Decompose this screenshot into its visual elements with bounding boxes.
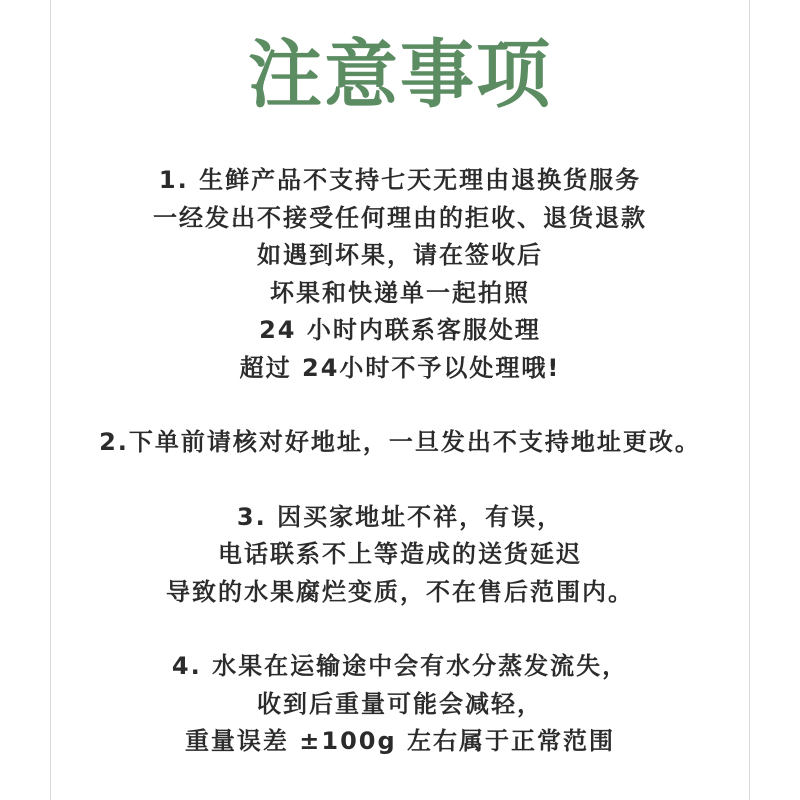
note-line: 收到后重量可能会减轻，	[257, 689, 543, 718]
note-line: 24 小时内联系客服处理	[259, 316, 541, 344]
note-line: 如遇到坏果，请在签收后	[257, 241, 543, 269]
note-line: 导致的水果腐烂变质，不在售后范围内。	[166, 577, 634, 606]
note-line: 4. 水果在运输途中会有水分蒸发流失，	[171, 652, 629, 680]
note-line: 超过 24小时不予以处理哦!	[239, 353, 561, 382]
section-spacer	[0, 387, 800, 424]
note-line: 2.下单前请核对好地址，一旦发出不支持地址更改。	[99, 428, 701, 456]
section-spacer	[0, 462, 800, 499]
note-line: 电话联系不上等造成的送货延迟	[218, 540, 582, 568]
note-section-4	[0, 648, 800, 761]
note-line: 重量误差 ±100g 左右属于正常范围	[184, 727, 616, 755]
page-title: 注意事项	[248, 32, 552, 118]
note-section-2	[0, 424, 800, 462]
note-line: 坏果和快递单一起拍照	[270, 278, 530, 307]
section-spacer	[0, 611, 800, 648]
note-section-3	[0, 499, 800, 612]
note-line: 一经发出不接受任何理由的拒收、退货退款	[153, 203, 647, 232]
note-section-1	[0, 162, 800, 387]
note-line: 1. 生鲜产品不支持七天无理由退换货服务	[158, 166, 642, 194]
note-line: 3. 因买家地址不祥，有误，	[236, 502, 564, 531]
notes-list	[0, 162, 800, 761]
